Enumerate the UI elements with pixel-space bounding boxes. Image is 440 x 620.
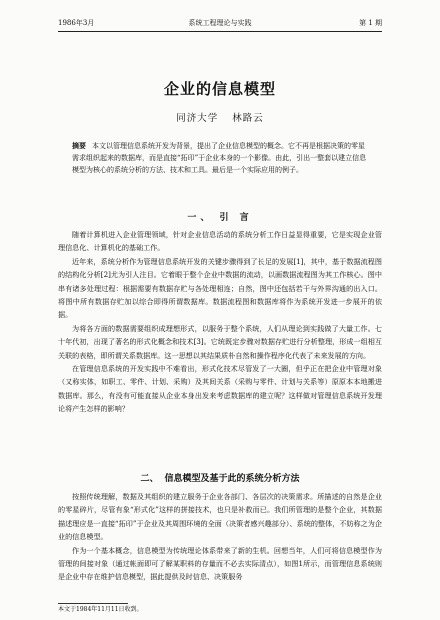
author-affiliation: 同济大学 (176, 113, 219, 124)
abstract-label: 摘要 (72, 141, 86, 150)
paragraph: 近年来，系统分析作为管理信息系统开发的关键步骤得到了长足的发展[1]，其中，基于数据流程图的结构化分析[2]尤为引人注目。它着眼于整个企业中数据的流动，以画数据流程图为其工作核心。图中串有诸多处理过程：根据需要有数据存贮与各处理相连；自然，图中还包括若干与外界沟通的出入口。将图中所有数据存贮加以综合即得所谓数据库。数据流程图和数据库将作为系统开发进一步展开的依据。 (58, 256, 382, 320)
section-number: 二、 (140, 474, 159, 484)
header-divider (58, 31, 382, 32)
footnote-divider (58, 603, 128, 604)
header-date: 1986年3月 (58, 19, 95, 27)
footnote: 本文于1984年11月11日收到。 (58, 606, 143, 613)
abstract-text: 本文以管理信息系统开发为背景，提出了企业信息模型的概念。它不再是根据决策的零星需求组织起来的数据库，而是直接“拓印”于企业本身的一个影像。由此，引出一整套以建立信息模型为核心的系统分析的方法、技术和工具。最后是一个实际应用的例子。 (72, 142, 367, 174)
header-issue: 第 1 期 (359, 19, 382, 27)
paragraph: 按照传统理解，数据及其组织的建立服务于企业各部门、各层次的决策需求。所描述的自然是企业的零星碎片，尽管有象“形式化”这样的拼接技术，也只是补救而已。我们所管理的是整个企业，其数据描述理应是一直接“拓印”于企业及其周围环境的全面（决策者感兴趣部分）、系统的整体，不妨称之为企业的信息模型。 (58, 492, 382, 542)
section-heading-information-model (0, 471, 440, 484)
abstract (72, 140, 368, 176)
section-title: 信息模型及基于此的系统分析方法 (164, 474, 300, 484)
section-number: 一、 (187, 213, 214, 223)
paragraph: 在管理信息系统的开发实践中不难看出，形式化技术尽管发了一大圈，但乎正在把企业中管理对象（又称实体，如职工、零件、计划、采购）及其间关系（采购与零件、计划与关系等）原原本本地搬进数据库。那么，有没有可能直接从企业本身出发来考虑数据库的建立呢？这样做对管理信息系统开发理论将产生怎样的影响？ (58, 364, 382, 414)
paragraph: 随着计算机进入企业管理领域，针对企业信息活动的系统分析工作日益显得重要，它是实现企业管理信息化、计算机化的基础工作。 (58, 230, 382, 253)
section-title: 引 言 (219, 213, 253, 223)
header-journal: 系统工程理论与实践 (188, 19, 252, 27)
author-line (0, 110, 440, 124)
paper-title: 企业的信息模型 (163, 80, 276, 98)
section-body-information-model (58, 490, 382, 584)
paragraph: 为将各方面的数据需要组织成理想形式，以服务于整个系统，人们从理论到实践做了大量工作。七十年代初，出现了著名的形式化概念和技术[3]。它统既定步骤对数据存贮进行分析整理，形成一组相互关联的表格，即所谓关系数据库。这一思想以其结果质朴自然和操作程序化代表了未来发展的方向。 (58, 323, 382, 360)
author-name: 林路云 (232, 113, 264, 124)
section-body-introduction (58, 228, 382, 416)
paragraph: 作为一个基本概念，信息模型为传统理论体系带来了新的生机。回想当年，人们可将信息模型作为管理的间接对象（通过帐面即可了解某职料的存量而不必去实际清点），如图1所示，而管理信息系统则是企业中存在维护信息模型，据此提供及时信息、决策服务 (58, 545, 382, 582)
section-heading-introduction (0, 210, 440, 223)
